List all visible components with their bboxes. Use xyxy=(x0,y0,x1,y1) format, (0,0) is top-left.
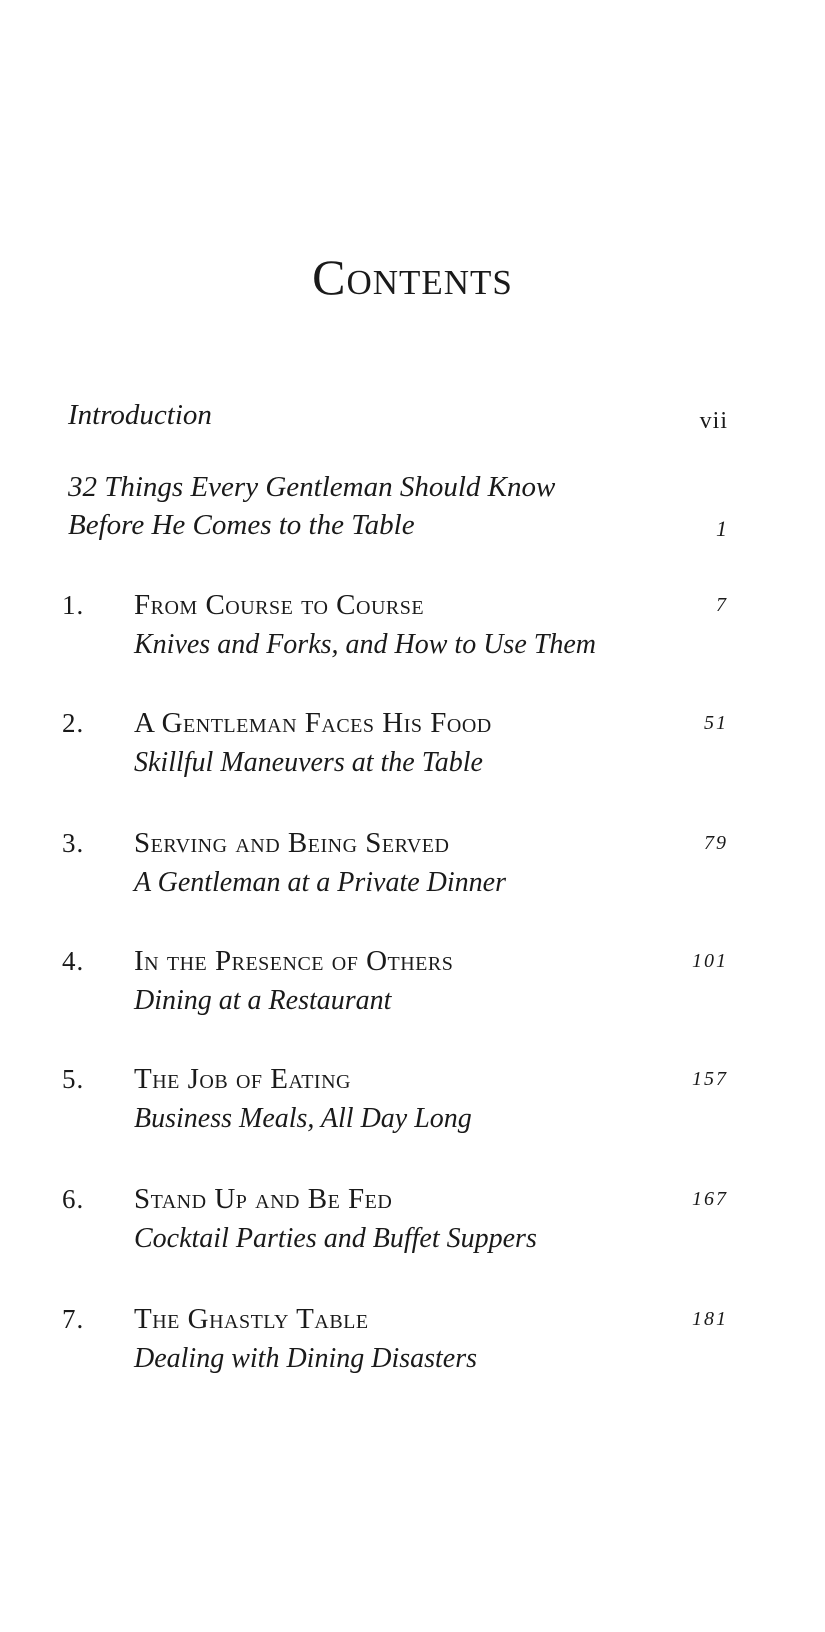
chapter-subtitle: Skillful Maneuvers at the Table xyxy=(134,747,483,778)
page-number: 101 xyxy=(692,950,728,972)
chapter-title: The Job of Eating xyxy=(134,1063,351,1095)
page-number: 79 xyxy=(704,832,728,854)
chapter-subtitle: Business Meals, All Day Long xyxy=(134,1103,472,1134)
entry-title: Introduction xyxy=(68,399,212,431)
chapter-number: 3. xyxy=(62,828,85,858)
page-number: 7 xyxy=(716,594,728,616)
chapter-title: The Ghastly Table xyxy=(134,1303,369,1335)
chapter-subtitle: Dealing with Dining Disasters xyxy=(134,1343,478,1374)
chapter-number: 1. xyxy=(62,590,85,620)
page-number: vii xyxy=(699,408,728,434)
chapter-subtitle: Dining at a Restaurant xyxy=(134,985,392,1016)
chapter-title: From Course to Course xyxy=(134,589,425,621)
toc-entry-32-things[interactable] xyxy=(68,468,728,544)
entry-title-line-1: 32 Things Every Gentleman Should Know xyxy=(68,471,556,503)
chapter-subtitle: Cocktail Parties and Buffet Suppers xyxy=(134,1223,537,1254)
chapter-number: 7. xyxy=(62,1304,85,1334)
chapter-title: Stand Up and Be Fed xyxy=(134,1183,393,1215)
page-number: 51 xyxy=(704,712,728,734)
chapter-number: 4. xyxy=(62,946,85,976)
page-title: Contents xyxy=(312,249,513,305)
chapter-title: In the Presence of Others xyxy=(134,945,454,977)
chapter-subtitle: A Gentleman at a Private Dinner xyxy=(134,867,506,898)
chapter-number: 2. xyxy=(62,708,85,738)
chapter-number: 5. xyxy=(62,1064,85,1094)
chapter-number: 6. xyxy=(62,1184,85,1214)
entry-title-line-2: Before He Comes to the Table xyxy=(68,509,415,541)
toc-entry-introduction[interactable] xyxy=(68,396,728,434)
page-number: 181 xyxy=(692,1308,728,1330)
chapter-title: A Gentleman Faces His Food xyxy=(134,707,492,739)
chapter-subtitle: Knives and Forks, and How to Use Them xyxy=(134,629,596,660)
page-number: 157 xyxy=(692,1068,728,1090)
page-number: 167 xyxy=(692,1188,728,1210)
page-number: 1 xyxy=(716,516,728,541)
chapter-title: Serving and Being Served xyxy=(134,827,450,859)
